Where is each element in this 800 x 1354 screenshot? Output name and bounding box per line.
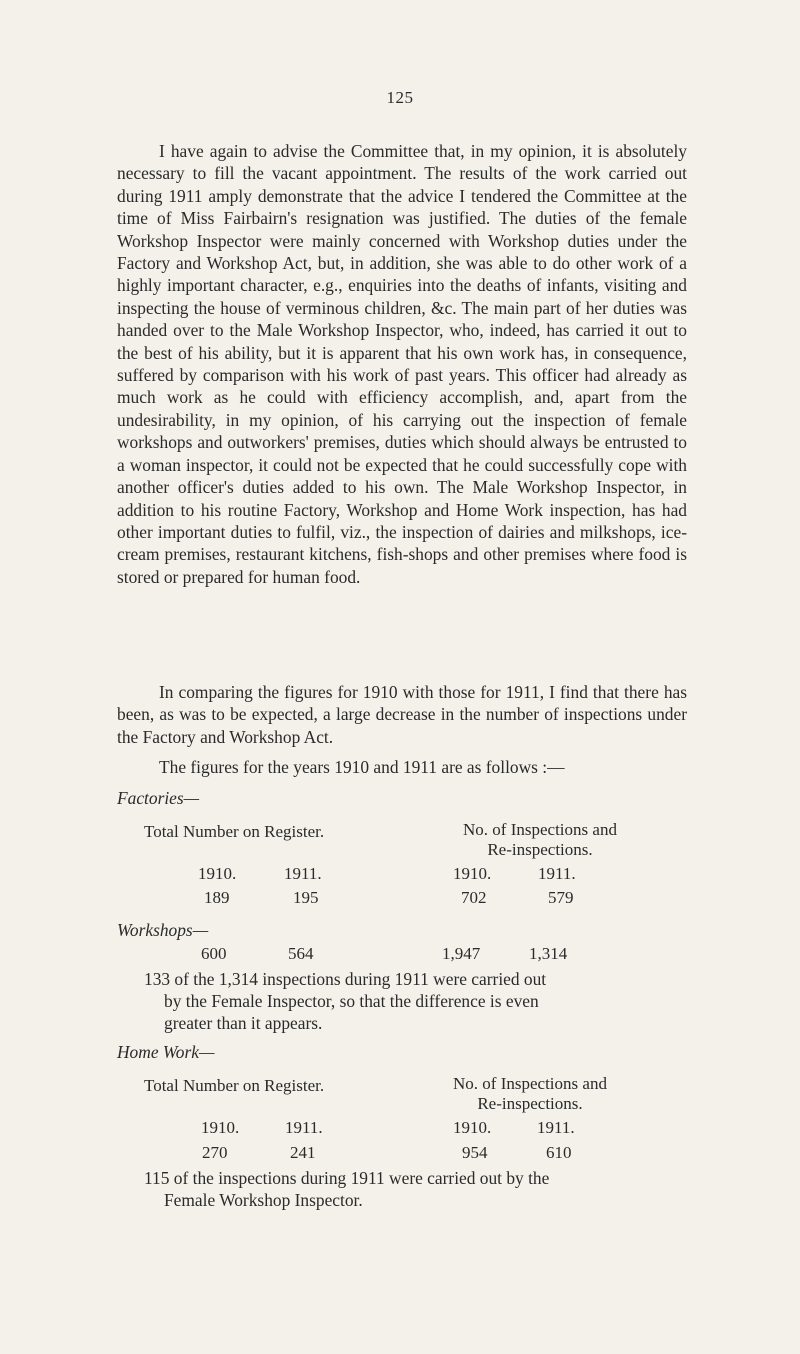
intro-line: The figures for the years 1910 and 1911 are as follows :—	[159, 757, 565, 777]
paragraph-2-text: In comparing the figures for 1910 with those for 1911, I find that there has been, as was to be expected, a large decrease in the number of inspections under the Factory and Workshop Act.	[117, 682, 687, 747]
factories-year-register-1911: 1911.	[284, 864, 322, 883]
home-work-year-register-1910: 1910.	[201, 1118, 240, 1137]
home-work-value-inspections-1910: 954	[462, 1143, 488, 1162]
paragraph-1	[117, 140, 687, 588]
paragraph-2	[117, 681, 687, 748]
home-work-register-header: Total Number on Register.	[144, 1076, 325, 1095]
workshops-value-register-1910: 600	[201, 944, 227, 963]
factories-value-register-1910: 189	[204, 888, 230, 907]
workshops-value-inspections-1911: 1,314	[529, 944, 568, 963]
home-work-year-register-1911: 1911.	[285, 1118, 323, 1137]
workshops-note	[144, 968, 689, 1034]
home-work-inspections-header	[415, 1074, 645, 1114]
workshops-note-line-2: by the Female Inspector, so that the difference is even	[164, 991, 539, 1011]
home-work-value-inspections-1911: 610	[546, 1143, 572, 1162]
factories-inspections-header-line-2: Re-inspections.	[487, 840, 593, 859]
home-work-note-line-2: Female Workshop Inspector.	[164, 1190, 363, 1210]
factories-heading: Factories—	[117, 788, 200, 808]
factories-value-register-1911: 195	[293, 888, 319, 907]
home-work-inspections-header-line-2: Re-inspections.	[477, 1094, 583, 1113]
home-work-value-register-1910: 270	[202, 1143, 228, 1162]
factories-year-inspections-1911: 1911.	[538, 864, 576, 883]
workshops-value-register-1911: 564	[288, 944, 314, 963]
factories-value-inspections-1910: 702	[461, 888, 487, 907]
factories-year-register-1910: 1910.	[198, 864, 237, 883]
factories-inspections-header-line-1: No. of Inspections and	[463, 820, 617, 839]
factories-register-header: Total Number on Register.	[144, 822, 325, 841]
workshops-note-line-3: greater than it appears.	[164, 1013, 323, 1033]
workshops-note-line-1: 133 of the 1,314 inspections during 1911 were carried out	[144, 969, 547, 989]
page-number: 125	[386, 88, 414, 107]
factories-inspections-header	[420, 820, 660, 860]
workshops-value-inspections-1910: 1,947	[442, 944, 481, 963]
home-work-note-line-1: 115 of the inspections during 1911 were carried out by the	[144, 1168, 550, 1188]
home-work-year-inspections-1910: 1910.	[453, 1118, 492, 1137]
home-work-note	[144, 1167, 689, 1211]
paragraph-1-text: I have again to advise the Committee that, in my opinion, it is absolutely necessary to fill the vacant appointment. The results of the work carried out during 1911 amply demonstrate that the advice I tendered the Committee at the time of Miss Fairbairn's resignation was justified. The duties of the female Workshop Inspector were mainly concerned with Workshop duties under the Factory and Workshop Act, but, in addition, she was able to do other work of a highly important character, e.g., enquiries into the deaths of infants, visiting and inspecting the house of verminous children, &c. The main part of her duties was handed over to the Male Workshop Inspector, who, indeed, has carried it out to the best of his ability, but it is apparent that his own work has, in consequence, suffered by comparison with his work of past years. This officer had already as much work as he could with efficiency accomplish, and, apart from the undesirability, in my opinion, of his carrying out the inspection of female workshops and outworkers' premises, duties which should always be entrusted to a woman inspector, it could not be expected that he could successfully cope with another officer's duties added to his own. The Male Workshop Inspector, in addition to his routine Factory, Workshop and Home Work inspection, has had other important duties to fulfil, viz., the inspection of dairies and milkshops, ice-cream premises, restaurant kitchens, fish-shops and other premises where food is stored or prepared for human food.	[117, 141, 687, 587]
home-work-heading: Home Work—	[117, 1042, 215, 1062]
home-work-inspections-header-line-1: No. of Inspections and	[453, 1074, 607, 1093]
home-work-value-register-1911: 241	[290, 1143, 316, 1162]
factories-year-inspections-1910: 1910.	[453, 864, 492, 883]
workshops-heading: Workshops—	[117, 920, 209, 940]
factories-value-inspections-1911: 579	[548, 888, 574, 907]
home-work-year-inspections-1911: 1911.	[537, 1118, 575, 1137]
